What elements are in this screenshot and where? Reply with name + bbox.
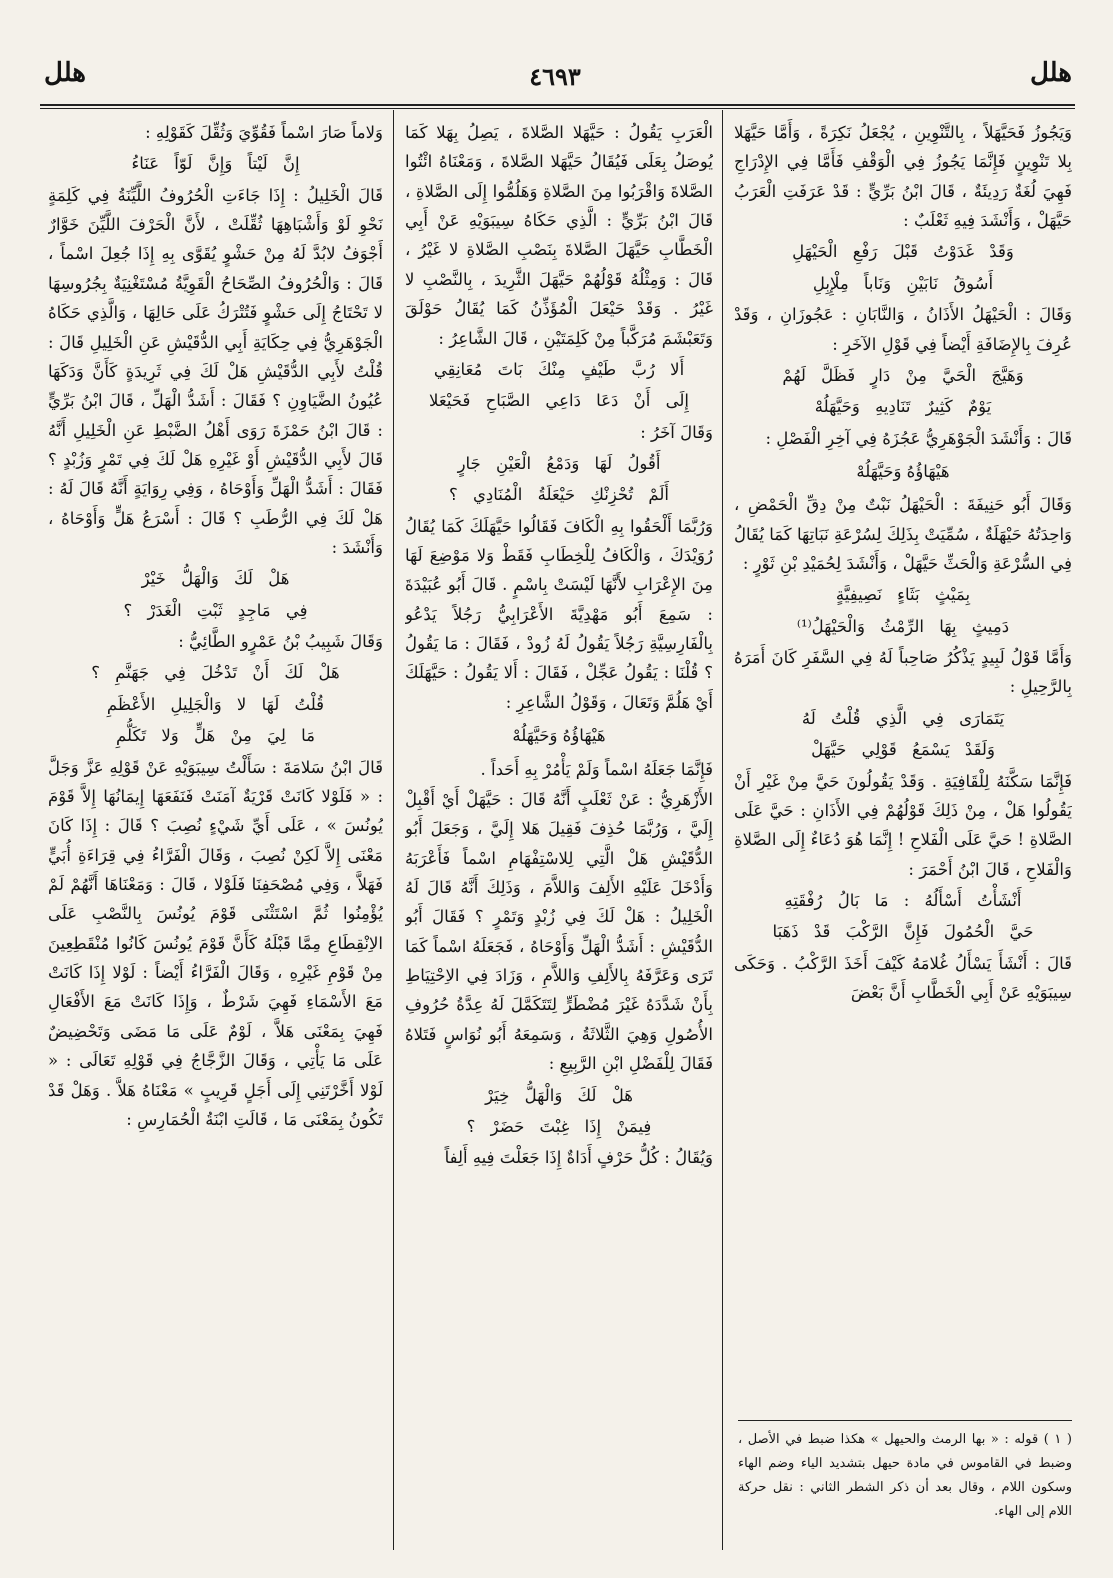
text-paragraph: قَالَ الْخَلِيلُ : إِذَا جَاءَتِ الْحُرُوفُ اللَّيِّنَةُ فِي كَلِمَةٍ نَحْوِ لَوْ وَأَشْبَاهِهَا ثُقِّلَتْ ، لأَنَّ الْحَرْفَ اللَّيِّنَ خَوَّارٌ أَجْوَفُ لابُدَّ لَهُ مِنْ حَشْوٍ يُقَوَّى بِهِ إِذَا جُعِلَ اسْماً ، قَالَ : وَالْحُرُوفُ الصِّحَاحُ الْقَوِيَّةُ مُسْتَغْنِيَةٌ بِجُرُوسِهَا لا تَحْتَاجُ إِلَى حَشْوٍ فَتُتْرَكُ عَلَى حَالِهَا ، وَالَّذِي حَكَاهُ الْجَوْهَرِيُّ فِي حِكَايَةِ أَبِي الدُّقَيْشِ عَنِ الْخَلِيلِ قَالَ : قُلْتُ لأَبِي الدُّقَيْشِ هَلْ لَكَ فِي ثَرِيدَةٍ كَأَنَّ وَدَكَهَا عُيُونُ الضَّيَاوِنِ ؟ فَقَالَ : أَشَدُّ الْهَلِّ ، قَالَ ابْنُ بَرِّيٍّ : قَالَ ابْنُ حَمْزَةَ رَوَى أَهْلُ الضَّبْطِ عَنِ الْخَلِيلِ أَنَّهُ قَالَ لأَبِي الدُّقَيْشِ أَوْ غَيْرِهِ هَلْ لَكَ فِي تَمْرٍ وَزُبْدٍ ؟ فَقَالَ : أَشَدُّ الْهَلِّ وَأَوْحَاهُ ، وَفِي رِوَايَةٍ أَنَّهُ قَالَ لَهُ : هَلْ لَكَ فِي الرُّطَبِ ؟ قَالَ : أَسْرَعُ هَلٍّ وَأَوْحَاهُ ، وَأَنْشَدَ : — [48, 185, 383, 558]
header-keyword-left: هلل — [44, 58, 87, 88]
text-paragraph: وَقَالَ أَبُو حَنِيفَةَ : الْحَيْهَلُ نَبْتٌ مِنْ دِقِّ الْحَمْضِ ، وَاحِدَتُهُ حَيْهَلَةٌ ، سُمِّيَتْ بِذَلِكَ لِسُرْعَةِ نَبَاتِهَا كَمَا يُقَالُ فِي السُّرْعَةِ وَالْحَثِّ حَيَّهَلْ ، وَأَنْشَدَ لِحُمَيْدِ بْنِ ثَوْرٍ : — [734, 495, 1072, 574]
text-paragraph: وَقَالَ شَبِيبُ بْنُ عَمْرٍو الطَّائِيُّ : — [178, 632, 383, 652]
text-paragraph: وَيَجُوزُ فَحَيَّهَلاً ، بِالتَّنْوِينِ ، يُجْعَلُ نَكِرَةً ، وَأَمَّا حَيَّهَلا بِلا تَنْوِينٍ فَإِنَّمَا يَجُوزُ فِي الْوَقْفِ فَأَمَّا فِي الإِدْرَاجِ فَهِيَ لُغَةٌ رَدِيئَةٌ ، قَالَ ابْنُ بَرِّيٍّ : قَدْ عَرَفَتِ الْعَرَبُ حَيَّهَلْ ، وَأَنْشَدَ فِيهِ ثَعْلَبٌ : — [734, 123, 1072, 231]
verse-line: يَوْمٌ كَثِيرٌ تَنَادِيهِ وَحَيَّهَلُهْ — [814, 397, 992, 417]
verse-line: حَيَّ الْحُمُولَ فَإِنَّ الرَّكْبَ قَدْ ذَهَبَا — [772, 922, 1034, 942]
header-rule-thin — [40, 108, 1075, 109]
page-number: ٤٦٩٣ — [529, 62, 581, 91]
verse-line: هَلْ لَكَ وَالْهَلُّ خِيَرْ — [485, 1085, 633, 1105]
verse-line: وَهَيَّجَ الْحَيَّ مِنْ دَارٍ فَظَلَّ لَهُمْ — [782, 365, 1024, 385]
text-paragraph: قَالَ : وَأَنْشَدَ الْجَوْهَرِيُّ عَجُزَهُ فِي آخِرِ الْفَصْلِ : — [765, 428, 1072, 448]
text-paragraph: الْعَرَبِ يَقُولُ : حَيَّهَلا الصَّلاةَ ، يَصِلُ بِهَلا كَمَا يُوصَلُ بِعَلَى فَيُقَالُ حَيَّهَلا الصَّلاةَ ، وَمَعْنَاهُ ائْتُوا الصَّلاةَ وَاقْرَبُوا مِنَ الصَّلاةِ وَهَلُمُّوا إِلَى الصَّلاةِ ، قَالَ ابْنُ بَرِّيٍّ : الَّذِي حَكَاهُ سِيبَوَيْهِ عَنْ أَبِي الْخَطَّابِ حَيَّهَلَ الصَّلاةَ بِنَصْبِ الصَّلاةِ لا غَيْرُ ، قَالَ : وَمِثْلُهُ قَوْلُهُمْ حَيَّهَلَ الثَّرِيدَ ، بِالنَّصْبِ لا غَيْرُ . وَقَدْ حَيْعَلَ الْمُؤَذِّنُ كَمَا يُقَالُ حَوْلَقَ وَتَعَبْشَمَ مُرَكَّباً مِنْ كَلِمَتَيْنِ ، قَالَ الشَّاعِرُ : — [405, 123, 713, 348]
verse-line: يَتَمَارَى فِي الَّذِي قُلْتُ لَهُ — [801, 708, 1005, 728]
verse-line: إِنَّ لَيْتاً وَإِنَّ لَوّاً عَنَاءُ — [131, 154, 300, 174]
text-column-left — [48, 118, 383, 1548]
text-paragraph: فَإِنَّمَا سَكَّنَهُ لِلْقَافِيَةِ . وَقَدْ يَقُولُونَ حَيَّ مِنْ غَيْرِ أَنْ يَقُولُوا هَلْ ، مِنْ ذَلِكَ قَوْلُهُمْ فِي الأَذَانِ : حَيَّ عَلَى الصَّلاةِ ! حَيَّ عَلَى الْفَلاحِ ! إِنَّمَا هُوَ دُعَاءٌ إِلَى الصَّلاةِ وَالْفَلاحِ ، قَالَ ابْنُ أَحْمَرَ : — [734, 771, 1072, 879]
verse-line: مَا لِيَ مِنْ هَلٍّ وَلا تَكَلُّمِ — [116, 726, 315, 746]
verse-line: فِيمَنْ إِذَا غِبْتَ حَضَرْ ؟ — [466, 1116, 652, 1136]
text-paragraph: وَقَالَ : الْحَيْهَلُ الأَذَانُ ، وَالنَّابَانِ : عَجُوزَانِ ، وَقَدْ عُرِفَ بِالإِضَافَةِ أَيْضاً فِي قَوْلِ الآخَرِ : — [734, 305, 1072, 354]
text-paragraph: وَرُبَّمَا أَلْحَقُوا بِهِ الْكَافَ فَقَالُوا حَيَّهَلَكَ كَمَا يُقَالُ رُوَيْدَكَ ، وَالْكَافُ لِلْخِطَابِ فَقَطْ وَلا مَوْضِعَ لَهَا مِنَ الإِعْرَابِ لأَنَّهَا لَيْسَتْ بِاسْمٍ . قَالَ أَبُو عُبَيْدَةَ : سَمِعَ أَبُو مَهْدِيَّةَ الأَعْرَابِيُّ رَجُلاً يَدْعُو بِالْفَارِسِيَّةِ رَجُلاً يَقُولُ لَهُ زُودْ ، فَقَالَ : مَا يَقُولُ ؟ قُلْنَا : يَقُولُ عَجِّلْ ، فَقَالَ : أَلا يَقُولُ : حَيَّهَلَكَ أَيْ هَلُمَّ وَتَعَالَ ، وَقَوْلُ الشَّاعِرِ : — [405, 516, 713, 712]
verse-line: وَلَقَدْ يَسْمَعُ قَوْلِي حَيَّهَلْ — [811, 740, 995, 760]
text-paragraph: قَالَ : أَنْشَأَ يَسْأَلُ غُلامَهُ كَيْفَ أَخَذَ الرَّكْبُ . وَحَكَى سِيبَوَيْهِ عَنْ أَبِي الْخَطَّابِ أَنَّ بَعْضَ — [734, 953, 1072, 1003]
header-rule — [40, 104, 1075, 106]
verse-line: هَلْ لَكَ وَالْهَلُّ خَيْرْ — [141, 569, 290, 589]
verse-line: فِي مَاجِدٍ ثَبْتِ الْغَدَرْ ؟ — [123, 600, 308, 620]
verse-line: أَلَمْ تُحْزِنْكِ حَيْعَلَةُ الْمُنَادِي ؟ — [448, 485, 670, 505]
verse-line: هَلْ لَكَ أَنْ تَدْخُلَ فِي جَهَنَّمِ ؟ — [91, 663, 340, 683]
text-paragraph: وَقَالَ آخَرُ : — [640, 422, 713, 442]
verse-line: أَنْشَأْتُ أَسْأَلُهُ : مَا بَالُ رُفْقَتِهِ — [784, 890, 1022, 910]
text-column-middle — [405, 118, 713, 1548]
text-paragraph: قَالَ ابْنُ سَلامَةَ : سَأَلْتُ سِيبَوَيْهِ عَنْ قَوْلِهِ عَزَّ وَجَلَّ : « فَلَوْلا كَانَتْ قَرْيَةٌ آمَنَتْ فَنَفَعَهَا إِيمَانُهَا إِلاَّ قَوْمَ يُونُسَ » ، عَلَى أَيِّ شَيْءٍ نُصِبَ ؟ قَالَ : إِذَا كَانَ مَعْنَى إِلاَّ لَكِنْ نُصِبَ ، وَقَالَ الْفَرَّاءُ فِي قِرَاءَةِ أُبَيٍّ فَهَلاَّ ، وَفِي مُصْحَفِنَا فَلَوْلا ، قَالَ : وَمَعْنَاهَا أَنَّهُمْ لَمْ يُؤْمِنُوا ثُمَّ اسْتَثْنَى قَوْمَ يُونُسَ بِالنَّصْبِ عَلَى الاِنْقِطَاعِ مِمَّا قَبْلَهُ كَأَنَّ قَوْمَ يُونُسَ كَانُوا مُنْقَطِعِينَ مِنْ قَوْمِ غَيْرِهِ ، وَقَالَ الْفَرَّاءُ أَيْضاً : لَوْلا إِذَا كَانَتْ مَعَ الأَسْمَاءِ فَهِيَ شَرْطٌ ، وَإِذَا كَانَتْ مَعَ الأَفْعَالِ فَهِيَ بِمَعْنَى هَلاَّ ، لَوْمٌ عَلَى مَا مَضَى وَتَحْضِيضٌ عَلَى مَا يَأْتِي ، وَقَالَ الزَّجَّاجُ فِي قَوْلِهِ تَعَالَى : « لَوْلا أَخَّرْتَنِي إِلَى أَجَلٍ قَرِيبٍ » مَعْنَاهُ هَلاَّ . وَهَلْ قَدْ تَكُونُ بِمَعْنَى مَا ، قَالَتِ ابْنَةُ الْحُمَارِسِ : — [48, 757, 383, 1129]
verse-line: أَقُولُ لَهَا وَدَمْعُ الْعَيْنِ جَارٍ — [457, 453, 661, 473]
text-paragraph: فَإِنَّمَا جَعَلَهُ اسْماً وَلَمْ يَأْمُرْ بِهِ أَحَداً . — [480, 759, 713, 779]
verse-line: بِمَيْثٍ بَثَاءٍ نَصِيفِيَّةٍ — [835, 585, 971, 605]
text-paragraph: وَأَمَّا قَوْلُ لَبِيدٍ يَذْكُرُ صَاحِباً لَهُ فِي السَّفَرِ كَانَ أَمَرَهُ بِالرَّحِيلِ : — [734, 648, 1072, 697]
verse-line: أَلا رُبَّ طَيْفٍ مِنْكَ بَاتَ مُعَانِقِي — [433, 359, 685, 379]
footnote-rule — [738, 1420, 1072, 1421]
verse-line: وَقَدْ غَدَوْتُ قَبْلَ رَفْعِ الْحَيْهَلِ — [792, 242, 1014, 262]
verse-line: دَمِيثٍ بِهَا الرِّمْثُ وَالْحَيْهَلُ⁽¹⁾ — [796, 616, 1010, 636]
quoted-phrase: هَيْهَاؤُهُ وَحَيَّهَلُهْ — [512, 726, 606, 746]
verse-line: أَسُوقُ نَابَيْنِ وَنَاباً مِلْإِبِلِ — [812, 273, 994, 293]
header-keyword-right: هلل — [1029, 58, 1072, 88]
text-paragraph: وَيُقَالُ : كُلُّ حَرْفٍ أَدَاةٌ إِذَا جَعَلْتَ فِيهِ أَلِفاً — [444, 1148, 713, 1168]
quoted-phrase: هَيْهَاؤُهُ وَحَيَّهَلُهْ — [856, 461, 950, 481]
footnote: ( ١ ) قوله : « بها الرمث والحيهل » هكذا ضبط في الأصل ، وضبط في القاموس في مادة حيهل بتشديد الياء وضم الهاء وسكون اللام ، وقال بعد أن ذكر الشطر الثاني : نقل حركة اللام إلى الهاء. — [738, 1432, 1072, 1520]
text-paragraph: الأَزْهَرِيُّ : عَنْ ثَعْلَبٍ أَنَّهُ قَالَ : حَيَّهَلْ أَيْ أَقْبِلْ إِلَيَّ ، وَرُبَّمَا حُذِفَ فَقِيلَ هَلا إِلَيَّ ، وَجَعَلَ أَبُو الدُّقَيْشِ هَلْ الَّتِي لِلاسْتِفْهَامِ اسْماً فَأَعْرَبَهُ وَأَدْخَلَ عَلَيْهِ الأَلِفَ وَاللاَّمَ ، وَذَلِكَ أَنَّهُ قَالَ لَهُ الْخَلِيلُ : هَلْ لَكَ فِي زُبْدٍ وَتَمْرٍ ؟ فَقَالَ أَبُو الدُّقَيْشِ : أَشَدُّ الْهَلِّ وَأَوْحَاهُ ، فَجَعَلَهُ اسْماً كَمَا تَرَى وَعَرَّفَهُ بِالأَلِفِ وَاللاَّمِ ، وَزَادَ فِي الاِحْتِيَاطِ بِأَنْ شَدَّدَهُ غَيْرَ مُضْطَرٍّ لِتَتَكَمَّلَ لَهُ عِدَّةُ حُرُوفِ الأُصُولِ وَهِيَ الثَّلاثَةُ ، وَسَمِعَهُ أَبُو نُوَاسٍ فَتَلاهُ فَقَالَ لِلْفَضْلِ ابْنِ الرَّبِيعِ : — [405, 789, 713, 1074]
verse-line: قُلْتُ لَهَا لا وَالْجَلِيلِ الأَعْظَمِ — [106, 694, 325, 714]
text-column-right — [734, 118, 1072, 1418]
column-divider-right — [722, 110, 723, 1550]
column-divider-left — [393, 110, 394, 1550]
text-paragraph: وَلاماً صَارَ اسْماً فَقُوِّيَ وَثُقِّلَ كَقَوْلِهِ : — [145, 123, 383, 142]
verse-line: إِلَى أَنْ دَعَا دَاعِي الصَّبَاحِ فَحَيْعَلا — [429, 391, 689, 411]
